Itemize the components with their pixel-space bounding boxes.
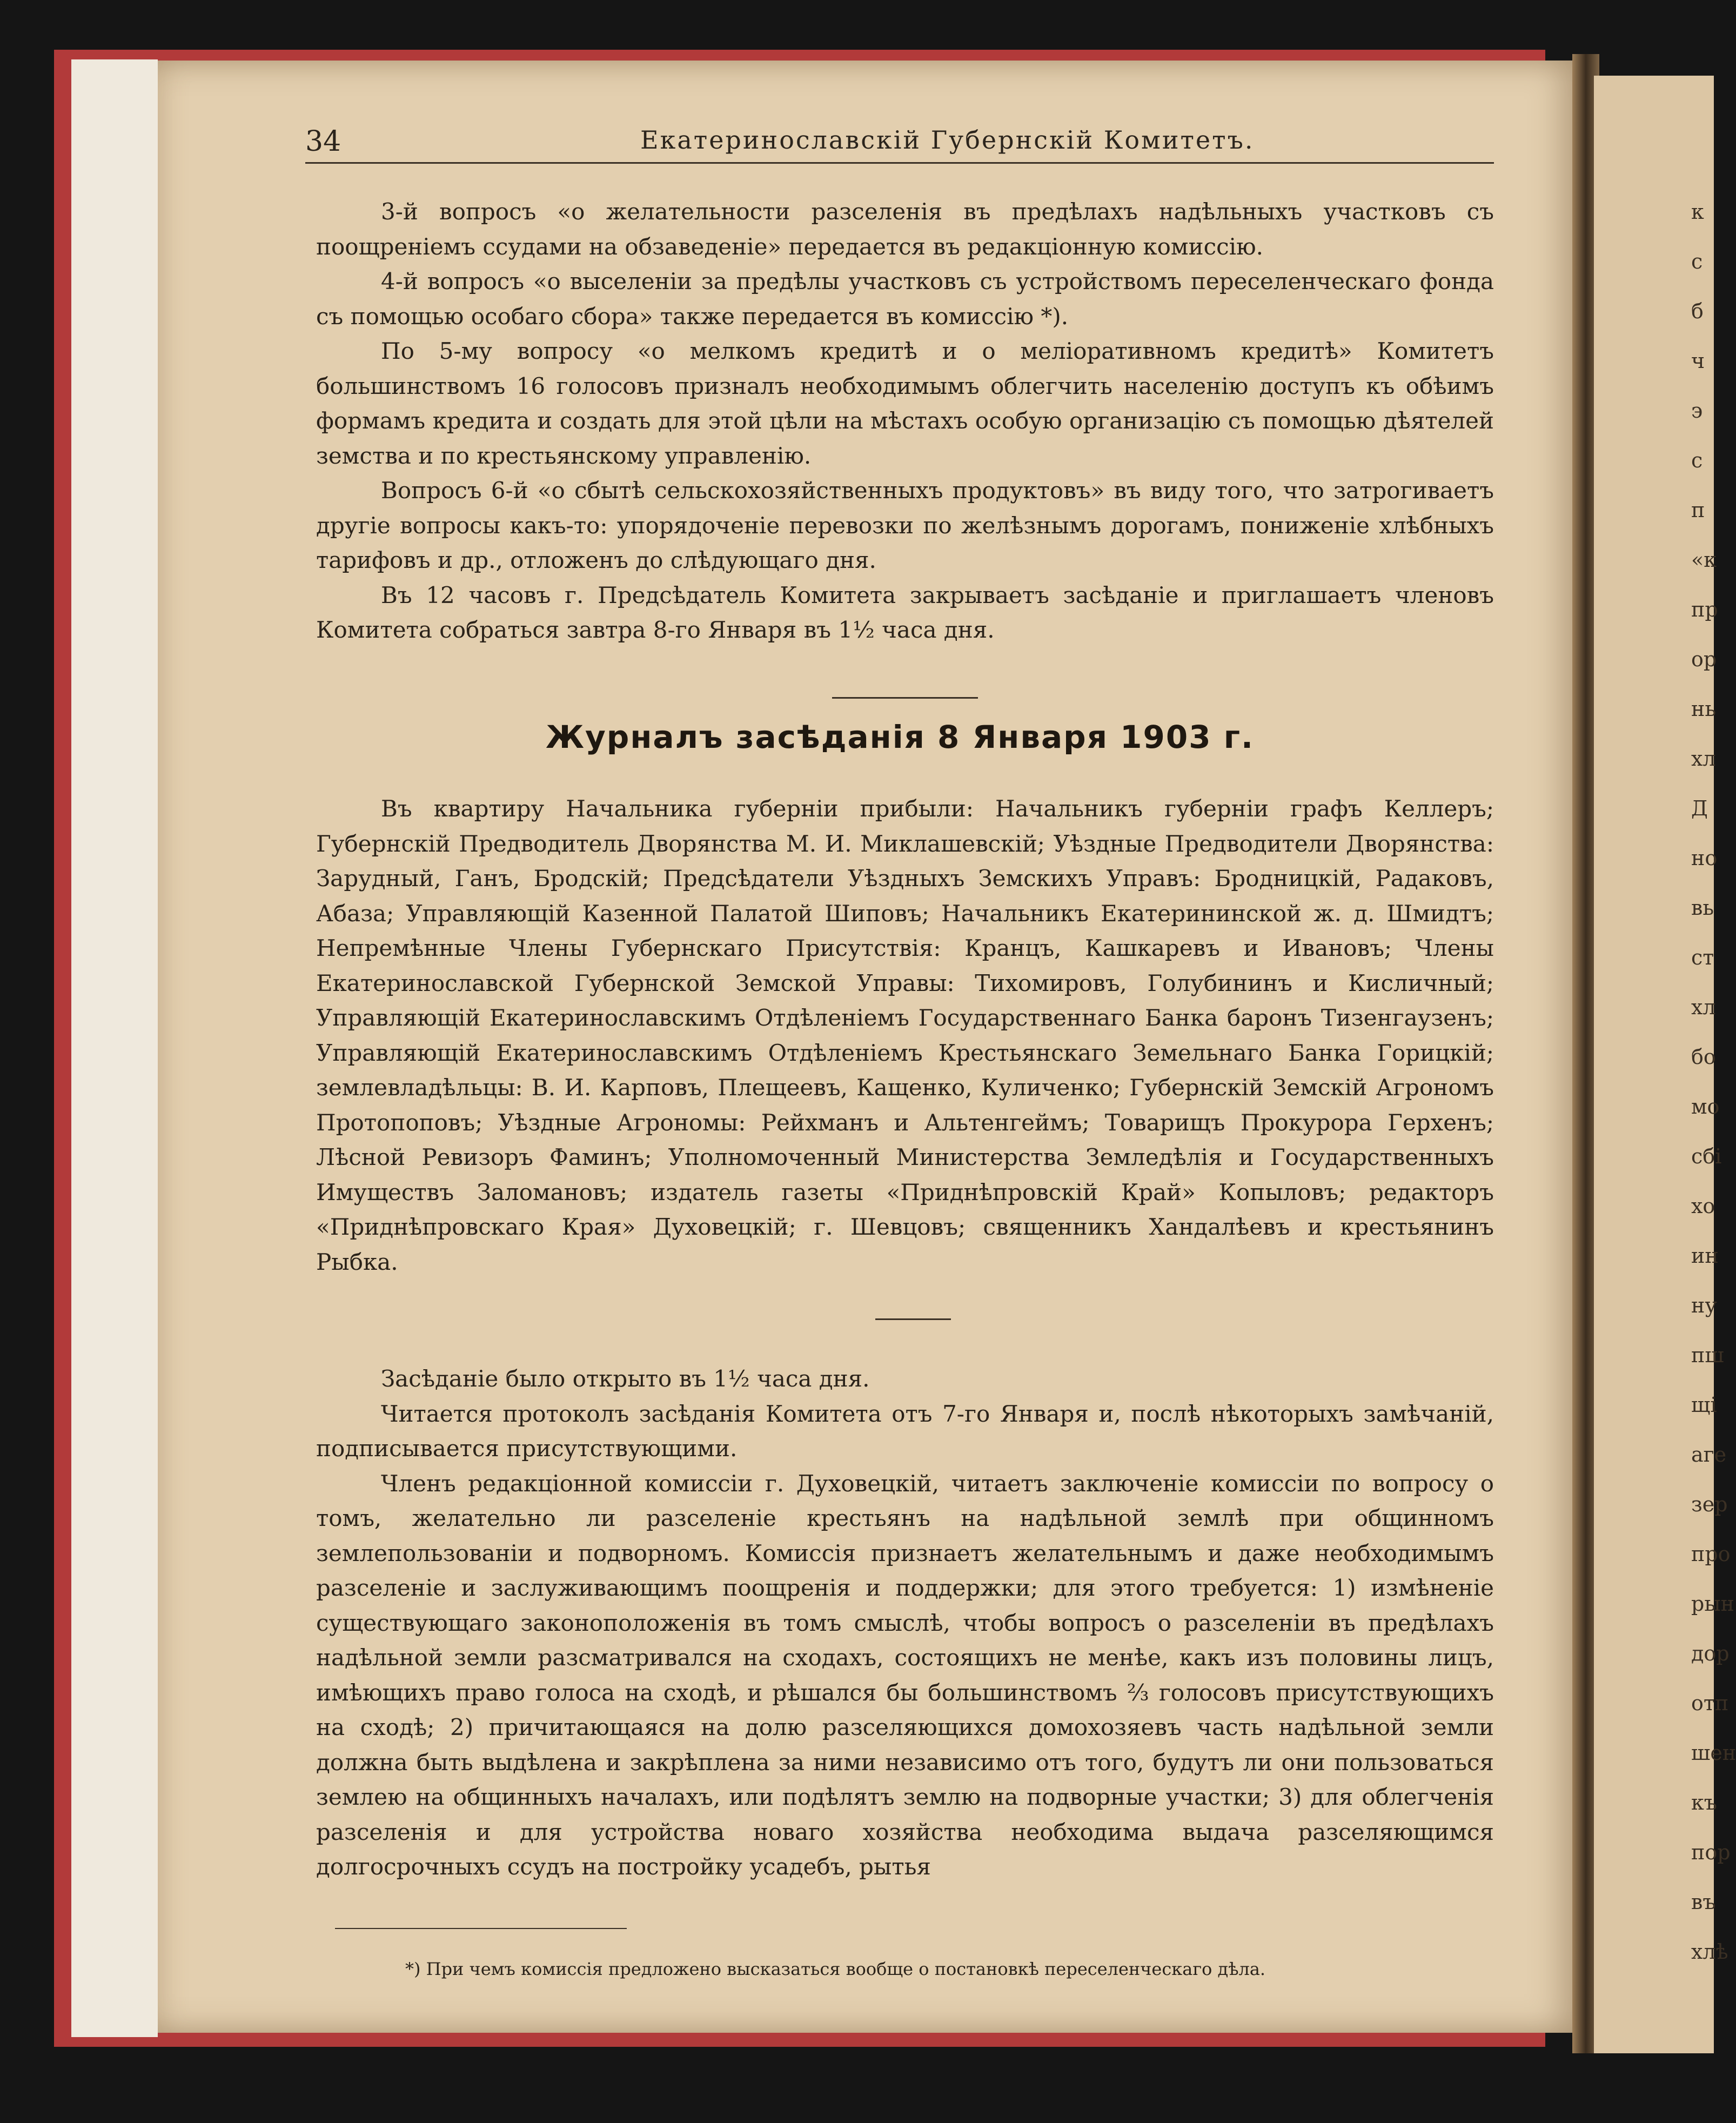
journal-title: Журналъ засѣданія 8 Января 1903 г. — [546, 719, 1255, 755]
next-page-fragment: въ — [1691, 1890, 1716, 1914]
paragraph: 4-й вопросъ «о выселеніи за предѣлы участковъ съ устройствомъ переселенческаго фонда съ помощью особаго сбора» также передается въ комиссію *). — [316, 268, 1494, 330]
next-page-fragment: к — [1691, 200, 1704, 224]
next-page-fragment: пор — [1691, 1840, 1731, 1864]
next-page — [1594, 76, 1736, 2053]
next-page-fragment: мо — [1691, 1095, 1720, 1119]
header-rule — [305, 162, 1494, 164]
next-page-fragment: къ — [1691, 1791, 1717, 1814]
next-page-fragment: рын — [1691, 1592, 1734, 1616]
next-page-fragment: нь — [1691, 697, 1717, 721]
next-page-fragment: хо — [1691, 1194, 1715, 1218]
next-page-fragment: хлѣ — [1691, 1940, 1728, 1964]
section-divider — [832, 697, 978, 699]
paragraph: Читается протоколъ засѣданія Комитета отъ 7-го Января и, послѣ нѣкоторыхъ замѣчаній, подписывается присутствующими. — [316, 1400, 1494, 1462]
next-page-fragment: ст — [1691, 946, 1714, 969]
attendance-block — [316, 792, 1494, 1280]
footnote: *) При чемъ комиссія предложено высказаться вообще о постановкѣ переселенческаго дѣла. — [405, 1959, 1266, 1979]
next-page-fragment: пш — [1691, 1343, 1724, 1367]
footnote-rule — [335, 1928, 627, 1929]
paragraph: По 5-му вопросу «о мелкомъ кредитѣ и о меліоративномъ кредитѣ» Комитетъ большинствомъ 16 голосовъ призналъ необходимымъ облегчить населенію доступъ къ обѣимъ формамъ кредита и создать для этой цѣли на мѣстахъ особую организацію съ помощью дѣятелей земства и по крестьянскому управленію. — [316, 338, 1494, 469]
next-page-fragment: щі — [1691, 1393, 1717, 1417]
next-page-fragment: с — [1691, 448, 1703, 472]
next-page-fragment: с — [1691, 250, 1703, 273]
next-page-fragment: ну — [1691, 1294, 1717, 1317]
running-title: Екатеринославскій Губернскій Комитетъ. — [640, 125, 1255, 155]
page-number: 34 — [305, 125, 341, 158]
attendance-paragraph: Въ квартиру Начальника губерніи прибыли: Начальникъ губерніи графъ Келлеръ; Губернскій Предводитель Дворянства М. И. Миклашевскій; Уѣздные Предводители Дворянства: Зарудный, Ганъ, Бродскій; Предсѣдатели Уѣздныхъ Земскихъ Управъ: Бродницкій, Радаковъ, Абаза; Управляющій Казенной Палатой Шиповъ; Начальникъ Екатерининской ж. д. Шмидтъ; Непремѣнные Члены Губернскаго Присутствія: Кранцъ, Кашкаревъ и Ивановъ; Члены Екатеринославской Губернской Земской Управы: Тихомировъ, Голубининъ и Кисличный; Управляющій Екатеринославскимъ Отдѣленіемъ Государственнаго Банка баронъ Тизенгаузенъ; Управляющій Екатеринославскимъ Отдѣленіемъ Крестьянскаго Земельнаго Банка Горицкій; землевладѣльцы: В. И. Карповъ, Плещеевъ, Кащенко, Куличенко; Губернскій Земскій Агрономъ Протопоповъ; Уѣздные Агрономы: Рейхманъ и Альтенгеймъ; Товарищъ Прокурора Герхенъ; Лѣсной Ревизоръ Фаминъ; Уполномоченный Министерства Земледѣлія и Государственныхъ Имуществъ Заломановъ; издатель газеты «Приднѣпровскій Край» Копыловъ; редакторъ «Приднѣпровскаго Края» Духовецкій; г. Шевцовъ; священникъ Хандалѣевъ и крестьянинъ Рыбка. — [316, 795, 1494, 1275]
paragraph: Засѣданіе было открыто въ 1½ часа дня. — [381, 1365, 870, 1392]
next-page-fragment: хл — [1691, 747, 1716, 771]
next-page-fragment: «к — [1691, 548, 1717, 572]
next-page-fragment: сбі — [1691, 1144, 1722, 1168]
section-divider — [875, 1318, 951, 1320]
next-page-fragment: ч — [1691, 349, 1705, 373]
next-page-fragment: ин — [1691, 1244, 1719, 1268]
session-paragraphs — [316, 1362, 1494, 1885]
paragraph: 3-й вопросъ «о желательности разселенія въ предѣлахъ надѣльныхъ участковъ съ поощреніемъ ссудами на обзаведеніе» передается въ редакціонную комиссію. — [316, 198, 1494, 260]
top-paragraphs — [316, 195, 1494, 648]
paragraph: Членъ редакціонной комиссіи г. Духовецкій, читаетъ заключеніе комиссіи по вопросу о томъ, желательно ли разселеніе крестьянъ на надѣльной землѣ при общинномъ землепользованіи и подворномъ. Комиссія признаетъ желательнымъ и даже необходимымъ разселеніе и заслуживающимъ поощренія и поддержки; для этого требуется: 1) измѣненіе существующаго законоположенія въ томъ смыслѣ, чтобы вопросъ о разселеніи въ предѣлахъ надѣльной земли разсматривался на сходахъ, состоящихъ не менѣе, какъ изъ половины лицъ, имѣющихъ право голоса на сходѣ, и рѣшался бы большинствомъ ⅔ голосовъ присутствующихъ на сходѣ; 2) причитающаяся на долю разселяющихся домохозяевъ часть надѣльной земли должна быть выдѣлена и закрѣплена за ними независимо отъ того, будутъ ли они пользоваться землею на общинныхъ началахъ, или подѣлятъ землю на подворные участки; 3) для облегченія разселенія и для устройства новаго хозяйства необходима выдача разселяющимся долгосрочныхъ ссудъ на постройку усадебъ, рытья — [316, 1470, 1494, 1880]
next-page-fragment: пр — [1691, 598, 1718, 621]
next-page-fragment: п — [1691, 498, 1705, 522]
next-page-fragment: хл — [1691, 995, 1716, 1019]
next-page-fragment: аге — [1691, 1443, 1727, 1466]
next-page-fragment: отп — [1691, 1691, 1729, 1715]
paragraph: Въ 12 часовъ г. Предсѣдатель Комитета закрываетъ засѣданіе и приглашаетъ членовъ Комитета собраться завтра 8-го Января въ 1½ часа дня. — [316, 581, 1494, 643]
next-page-fragment: бо — [1691, 1045, 1716, 1069]
next-page-fragment: э — [1691, 399, 1703, 423]
next-page-fragment: б — [1691, 299, 1704, 323]
next-page-fragment: Д — [1691, 796, 1708, 820]
next-page-fragment: дор — [1691, 1642, 1730, 1665]
next-page-fragment: но — [1691, 846, 1718, 870]
paragraph: Вопросъ 6-й «о сбытѣ сельскохозяйственныхъ продуктовъ» въ виду того, что затрогиваетъ другіе вопросы какъ-то: упорядоченіе перевозки по желѣзнымъ дорогамъ, пониженіе хлѣбныхъ тарифовъ и др., отложенъ до слѣдующаго дня. — [316, 477, 1494, 573]
next-page-fragment: про — [1691, 1542, 1731, 1566]
page-edge — [71, 59, 158, 2037]
next-page-fragment: шен — [1691, 1741, 1736, 1765]
next-page-fragment: ор — [1691, 647, 1717, 671]
next-page-fragment: зер — [1691, 1492, 1728, 1516]
page-header — [305, 119, 1494, 162]
next-page-fragment: вь — [1691, 896, 1714, 920]
